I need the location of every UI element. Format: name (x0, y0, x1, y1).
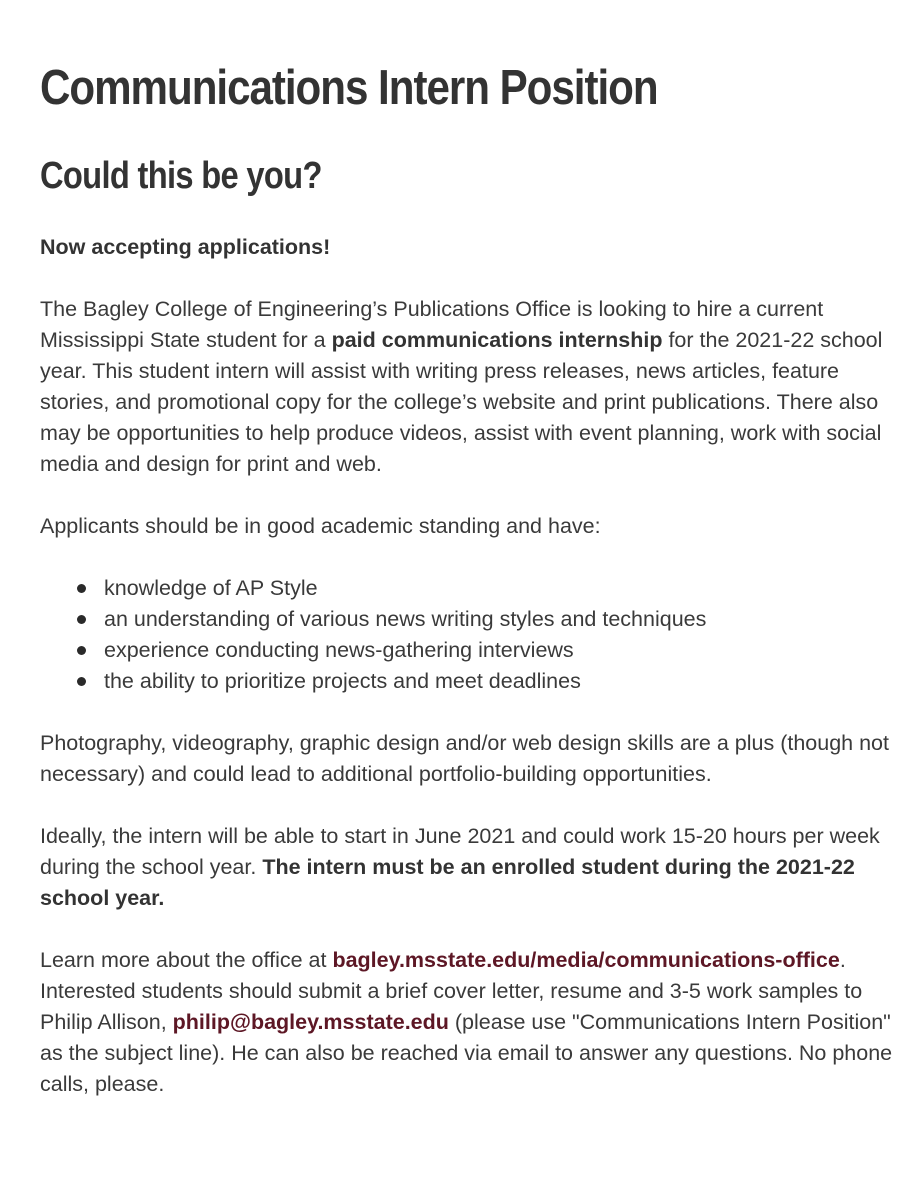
contact-text-3: (please use "Communications Intern Position" as the subject line). He can also be reached via email to answer any questions. No phone calls, please. (40, 1010, 893, 1096)
list-item: the ability to prioritize projects and meet deadlines (104, 666, 906, 697)
schedule-text: Ideally, the intern will be able to start in June 2021 and could work 15-20 hours per week during the school year. (40, 824, 880, 879)
email-link[interactable]: philip@bagley.msstate.edu (172, 1010, 449, 1034)
schedule-bold: The intern must be an enrolled student during the 2021-22 school year. (40, 855, 855, 910)
page-title: Communications Intern Position (40, 61, 658, 115)
description-text-1: The Bagley College of Engineering’s Publications Office is looking to hire a current Mississippi State student for a (40, 297, 824, 352)
office-link[interactable]: bagley.msstate.edu/media/communications-office (332, 948, 840, 972)
requirements-list (40, 573, 906, 697)
requirements-lead: Applicants should be in good academic standing and have: (40, 514, 601, 538)
schedule-paragraph (40, 821, 906, 914)
contact-text-2: . Interested students should submit a brief cover letter, resume and 3-5 work samples to Philip Allison, (40, 948, 863, 1034)
page-subtitle: Could this be you? (40, 155, 322, 197)
description-bold: paid communications internship (331, 328, 663, 352)
accepting-text: Now accepting applications! (40, 235, 331, 259)
skills-paragraph: Photography, videography, graphic design and/or web design skills are a plus (though not necessary) and could lead to additional portfolio-building opportunities. (40, 731, 889, 786)
list-item: experience conducting news-gathering interviews (104, 635, 906, 666)
contact-text-1: Learn more about the office at (40, 948, 333, 972)
accepting-notice (40, 232, 906, 263)
contact-paragraph (40, 945, 906, 1100)
description-text-2: for the 2021-22 school year. This student intern will assist with writing press releases, news articles, feature stories, and promotional copy for the college’s website and print publications. There also may be opportunities to help produce videos, assist with event planning, work with social media and design for print and web. (40, 328, 883, 476)
posting-body (40, 232, 906, 1131)
list-item: knowledge of AP Style (104, 573, 906, 604)
description-paragraph (40, 294, 906, 480)
list-item: an understanding of various news writing styles and techniques (104, 604, 906, 635)
